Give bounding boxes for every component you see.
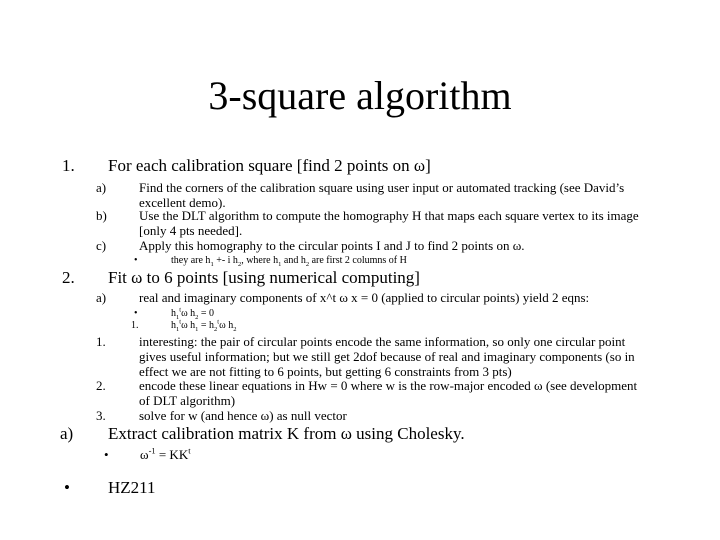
item-4-bullet: • bbox=[64, 478, 70, 497]
slide-title: 3-square algorithm bbox=[208, 73, 512, 118]
eq-1-bullet: • bbox=[134, 308, 138, 319]
note-3-marker: 3. bbox=[96, 408, 106, 423]
item-3-text: Extract calibration matrix K from ω using Cholesky. bbox=[108, 424, 465, 443]
item-2-text: Fit ω to 6 points [using numerical computing] bbox=[108, 268, 420, 287]
item-2a-text: real and imaginary components of x^t ω x = 0 (applied to circular points) yield 2 eqns: bbox=[139, 290, 590, 305]
item-2a-marker: a) bbox=[96, 290, 107, 305]
item-1a-text: Find the corners of the calibration square using user input or automated tracking (see David’s excellent demo). bbox=[139, 180, 625, 210]
note-3-text: solve for w (and hence ω) as null vector bbox=[139, 408, 347, 423]
item-1b-marker: b) bbox=[96, 208, 107, 223]
item-1c-marker: c) bbox=[96, 238, 107, 253]
note-2-marker: 2. bbox=[96, 378, 106, 393]
item-2-marker: 2. bbox=[62, 268, 75, 287]
note-1-text: interesting: the pair of circular points encode the same information, so only one circular point gives useful information; but we still get 2dof because of real and imaginary components (so in effect we are not fitting to 6 points, but getting 6 constraints from 3 pts) bbox=[139, 334, 635, 379]
eq-1-text: $h_1^t\omega$ $h_2 = 0$ bbox=[171, 306, 215, 321]
eq-2-marker: 1. bbox=[131, 320, 139, 331]
item-1a-marker: a) bbox=[96, 180, 107, 195]
eq-2-text: $h_1^t\omega$ $h_1 = h_2^t\omega$ $h_2$ bbox=[171, 318, 237, 333]
item-3-marker: a) bbox=[60, 424, 74, 443]
item-4-text: HZ211 bbox=[108, 478, 156, 497]
item-3-sub-bullet: • bbox=[104, 447, 109, 462]
item-1-text: For each calibration square [find 2 points on ω] bbox=[108, 156, 431, 175]
note-2-text: encode these linear equations in Hw = 0 where w is the row-major encoded ω (see development of DLT algorithm) bbox=[139, 378, 638, 408]
item-1c-text: Apply this homography to the circular points I and J to find 2 points on ω. bbox=[139, 238, 525, 253]
item-1c-sub-text: they are $h_1 +- i$ $h_2$, where $h_1$ and $h_2$ are first 2 columns of H bbox=[171, 255, 407, 268]
note-1-marker: 1. bbox=[96, 334, 106, 349]
item-3-sub-text: $\omega^{-1} = KK^t$ bbox=[140, 445, 191, 462]
item-1c-sub-bullet: • bbox=[134, 255, 138, 266]
item-1-marker: 1. bbox=[62, 156, 75, 175]
item-1b-text: Use the DLT algorithm to compute the homography H that maps each square vertex to its image [only 4 pts needed]. bbox=[139, 208, 639, 238]
